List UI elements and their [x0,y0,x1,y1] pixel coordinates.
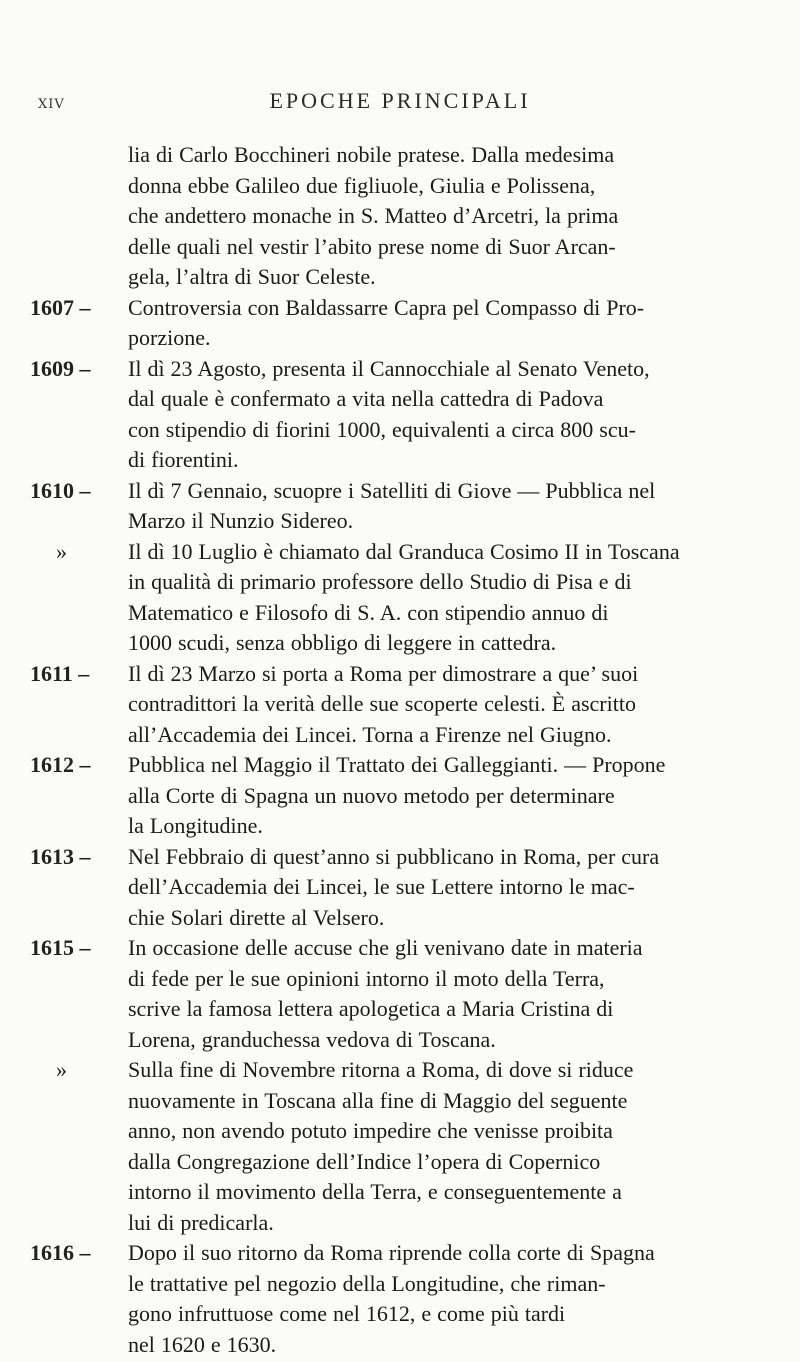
chronology-entry [30,476,770,537]
text-line: dell’Accademia dei Lincei, le sue Lettere intorno le mac- [128,874,635,899]
text-line: intorno il movimento della Terra, e conseguentemente a [128,1179,622,1204]
entry-text [128,537,770,659]
entry-text [128,140,770,293]
entry-text [128,354,770,476]
text-line: alla Corte di Spagna un nuovo metodo per determinare [128,782,615,808]
text-line: in qualità di primario professore dello Studio di Pisa e di [128,569,632,594]
entry-text [128,293,770,354]
text-line: la Longitudine. [128,813,263,838]
entry-text [128,842,770,934]
text-line: di fede per le sue opinioni intorno il moto della Terra, [128,965,605,991]
text-line: Sulla fine di Novembre ritorna a Roma, di dove si riduce [128,1057,634,1082]
text-line: Controversia con Baldassarre Capra pel Compasso di Pro- [128,294,645,320]
chronology-entry [30,933,770,1055]
entry-text [128,750,770,842]
text-line: Marzo il Nunzio Sidereo. [128,508,354,533]
entry-year: 1613 – [30,843,91,869]
text-line: donna ebbe Galileo due figliuole, Giulia e Polissena, [128,172,596,198]
running-title: EPOCHE PRINCIPALI [269,88,531,113]
chronology-entry [30,659,770,751]
text-line: gela, l’altra di Suor Celeste. [128,264,376,289]
entry-text [128,1238,770,1360]
text-line: contradittori la verità delle sue scoperte celesti. È ascritto [128,691,636,716]
entry-year: 1611 – [30,660,90,686]
text-line: Nel Febbraio di quest’anno si pubblicano in Roma, per cura [128,843,660,869]
text-line: dal quale è confermato a vita nella cattedra di Padova [128,386,604,411]
entry-year: 1615 – [30,935,91,960]
entry-year: 1616 – [30,1240,91,1265]
text-line: Il dì 23 Agosto, presenta il Cannocchiale al Senato Veneto, [128,355,650,381]
page-number: XIV [38,97,65,112]
chronology-entry [30,140,770,293]
text-line: Il dì 23 Marzo si porta a Roma per dimostrare a que’ suoi [128,660,639,686]
text-line: con stipendio di fiorini 1000, equivalenti a circa 800 scu- [128,416,636,442]
text-line: porzione. [128,325,211,350]
text-line: nel 1620 e 1630. [128,1331,277,1357]
chronology-entry [30,1055,770,1238]
text-line: di fiorentini. [128,447,239,472]
ditto-mark: » [56,538,67,564]
text-line: delle quali nel vestir l’abito prese nome di Suor Arcan- [128,233,616,259]
chronology-entry [30,842,770,934]
text-line: chie Solari dirette al Velsero. [128,904,385,930]
text-line: gono infruttuose come nel 1612, e come più tardi [128,1301,566,1326]
text-line: lia di Carlo Bocchineri nobile pratese. Dalla medesima [128,142,615,167]
text-line: Matematico e Filosofo di S. A. con stipendio annuo di [128,599,609,625]
chronology-entry [30,750,770,842]
text-line: Dopo il suo ritorno da Roma riprende colla corte di Spagna [128,1240,655,1265]
entry-year: 1612 – [30,752,91,777]
chronology-text [30,140,770,1360]
text-line: lui di predicarla. [128,1209,274,1235]
text-line: Lorena, granduchessa vedova di Toscana. [128,1026,496,1052]
text-line: anno, non avendo potuto impedire che venisse proibita [128,1118,613,1143]
entry-year: 1607 – [30,294,91,320]
text-line: In occasione delle accuse che gli venivano date in materia [128,935,643,960]
entry-year: 1610 – [30,477,91,503]
chronology-entry [30,354,770,476]
chronology-entry [30,293,770,354]
text-line: Pubblica nel Maggio il Trattato dei Galleggianti. — Propone [128,752,666,777]
entry-text [128,1055,770,1238]
text-line: dalla Congregazione dell’Indice l’opera di Copernico [128,1148,601,1174]
text-line: all’Accademia dei Lincei. Torna a Firenze nel Giugno. [128,721,612,747]
entry-text [128,659,770,751]
entry-year: 1609 – [30,355,91,381]
ditto-mark: » [56,1057,67,1082]
text-line: che andettero monache in S. Matteo d’Arcetri, la prima [128,203,619,228]
text-line: Il dì 7 Gennaio, scuopre i Satelliti di Giove — Pubblica nel [128,477,656,503]
text-line: le trattative pel negozio della Longitudine, che riman- [128,1270,606,1296]
chronology-entry [30,1238,770,1360]
text-line: scrive la famosa lettera apologetica a Maria Cristina di [128,996,614,1021]
text-line: nuovamente in Toscana alla fine di Maggio del seguente [128,1087,628,1113]
entry-text [128,476,770,537]
chronology-entry [30,537,770,659]
text-line: Il dì 10 Luglio è chiamato dal Granduca Cosimo II in Toscana [128,538,680,564]
text-line: 1000 scudi, senza obbligo di leggere in cattedra. [128,630,557,655]
entry-text [128,933,770,1055]
